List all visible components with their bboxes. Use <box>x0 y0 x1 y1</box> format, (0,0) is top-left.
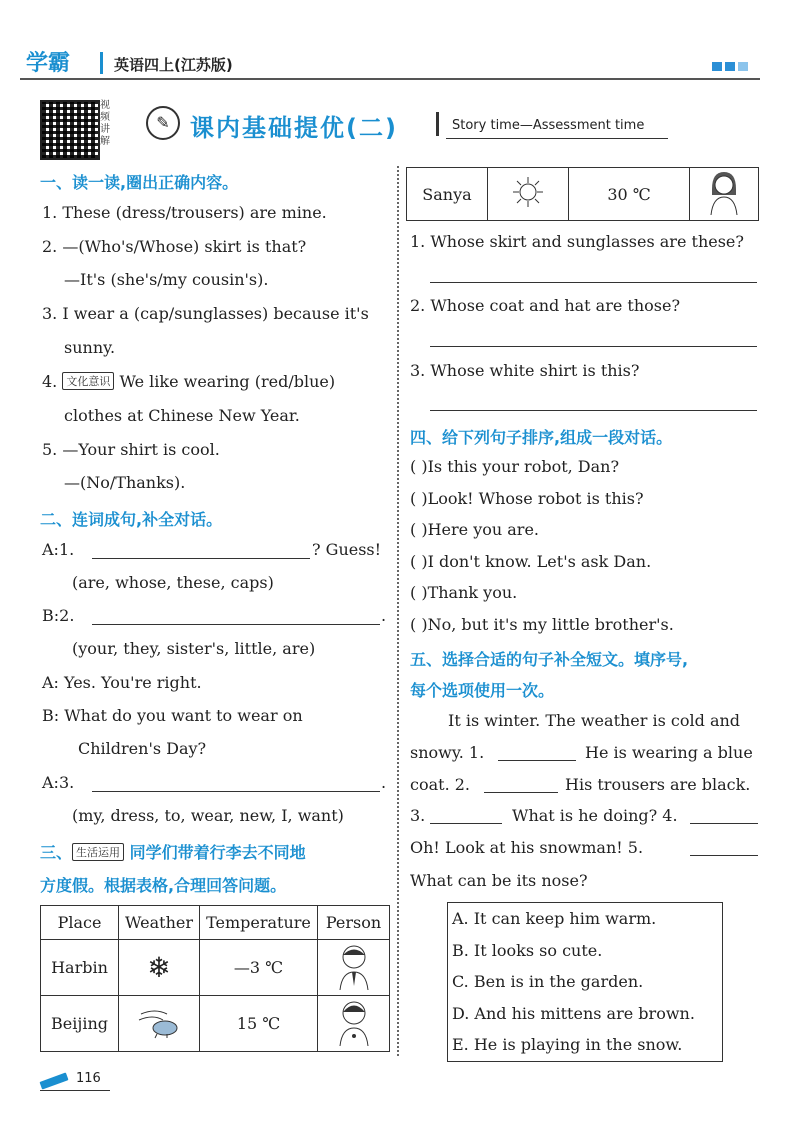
cell-temp: 15 ℃ <box>200 996 318 1052</box>
s1-item4b: clothes at Chinese New Year. <box>64 406 300 425</box>
s2-b2-blank[interactable] <box>92 624 380 625</box>
s3-heading-post: 同学们带着行李去不同地 <box>129 843 306 862</box>
cell-temp: 30 ℃ <box>569 168 690 221</box>
section3-heading-line2: 方度假。根据表格,合理回答问题。 <box>40 876 287 895</box>
subtitle-rule <box>446 138 668 139</box>
s1-item4-num: 4. <box>42 372 58 391</box>
s4-item: ( )Here you are. <box>410 520 539 539</box>
snow-icon: ❄ <box>119 940 200 996</box>
s5-blank4[interactable] <box>690 823 758 824</box>
s4-item: ( )Thank you. <box>410 583 518 602</box>
s1-item3: 3. I wear a (cap/sunglasses) because it's <box>42 304 369 323</box>
s5-blank5[interactable] <box>690 855 758 856</box>
s3-q1-answer[interactable] <box>430 282 757 283</box>
s3-q2-answer[interactable] <box>430 346 757 347</box>
book-title: 英语四上(江苏版) <box>114 56 233 74</box>
section4-heading: 四、给下列句子排序,组成一段对话。 <box>410 428 673 447</box>
cell-place: Harbin <box>41 940 119 996</box>
s1-item4-text: We like wearing (red/blue) <box>119 372 336 391</box>
th-temperature: Temperature <box>200 906 318 940</box>
s3-heading-pre: 三、 <box>40 843 73 862</box>
s3-q1: 1. Whose skirt and sunglasses are these? <box>410 232 744 251</box>
s2-a1-blank[interactable] <box>92 558 310 559</box>
sanya-table <box>406 167 759 221</box>
s1-item5b: —(No/Thanks). <box>64 473 186 492</box>
s2-b-what: B: What do you want to wear on <box>42 706 303 725</box>
s1-item3b: sunny. <box>64 338 116 357</box>
s2-b2-words: (your, they, sister's, little, are) <box>72 639 316 658</box>
cell-place: Beijing <box>41 996 119 1052</box>
s5-p3a: coat. 2. <box>410 775 470 794</box>
section1-heading: 一、读一读,圈出正确内容。 <box>40 173 239 192</box>
s2-a3-blank[interactable] <box>92 791 380 792</box>
footer-rule <box>40 1090 110 1091</box>
weather-table <box>40 905 390 1052</box>
s2-b-what2: Children's Day? <box>78 739 207 758</box>
s5-p3b: His trousers are black. <box>565 775 751 794</box>
s2-b2-label: B:2. <box>42 606 75 625</box>
s5-p2b: He is wearing a blue <box>585 743 753 762</box>
th-place: Place <box>41 906 119 940</box>
culture-tag: 文化意识 <box>62 372 114 390</box>
s5-p6: What can be its nose? <box>410 871 588 890</box>
title-divider <box>436 112 439 136</box>
s5-p2a: snowy. 1. <box>410 743 485 762</box>
qr-label: 视频讲解 <box>100 100 110 147</box>
s3-q3-answer[interactable] <box>430 410 757 411</box>
boy-avatar <box>318 996 390 1052</box>
cell-place: Sanya <box>407 168 488 221</box>
s4-item: ( )Is this your robot, Dan? <box>410 457 620 476</box>
s5-p4b: What is he doing? 4. <box>512 806 678 825</box>
column-divider <box>397 166 399 1056</box>
table-row <box>41 996 390 1052</box>
header-square-1 <box>712 62 722 71</box>
lesson-subtitle: Story time—Assessment time <box>452 118 645 133</box>
s2-a3-words: (my, dress, to, wear, new, I, want) <box>72 806 344 825</box>
lesson-title: 课内基础提优(二) <box>190 114 398 142</box>
s5-p4a: 3. <box>410 806 426 825</box>
s1-item2b: —It's (she's/my cousin's). <box>64 270 269 289</box>
qr-code[interactable] <box>40 100 100 160</box>
th-person: Person <box>318 906 390 940</box>
s2-a-yes: A: Yes. You're right. <box>42 673 202 692</box>
header-rule <box>20 78 760 80</box>
option-a: A. It can keep him warm. <box>452 909 657 928</box>
brand-logo: 学霸 <box>26 51 71 76</box>
pencil-note-icon: ✎ <box>146 106 180 140</box>
s5-p5: Oh! Look at his snowman! 5. <box>410 838 644 857</box>
option-c: C. Ben is in the garden. <box>452 972 644 991</box>
s4-item: ( )No, but it's my little brother's. <box>410 615 674 634</box>
sun-icon <box>488 168 569 221</box>
windy-icon <box>119 996 200 1052</box>
girl-avatar <box>690 168 759 221</box>
header-square-2 <box>725 62 735 71</box>
s5-p1: It is winter. The weather is cold and <box>448 711 741 730</box>
s2-b2-tail: . <box>381 606 387 625</box>
options-box <box>447 902 723 1062</box>
s1-item1: 1. These (dress/trousers) are mine. <box>42 203 327 222</box>
section5-heading2: 每个选项使用一次。 <box>410 681 555 700</box>
s3-q3: 3. Whose white shirt is this? <box>410 361 640 380</box>
th-weather: Weather <box>119 906 200 940</box>
life-tag: 生活运用 <box>72 843 124 861</box>
cell-temp: —3 ℃ <box>200 940 318 996</box>
s4-item: ( )I don't know. Let's ask Dan. <box>410 552 652 571</box>
boy-avatar <box>318 940 390 996</box>
section3-heading <box>40 840 306 863</box>
s1-item2: 2. —(Who's/Whose) skirt is that? <box>42 237 307 256</box>
section5-heading: 五、选择合适的句子补全短文。填序号, <box>410 650 689 669</box>
s2-a3-tail: . <box>381 773 387 792</box>
s3-q2: 2. Whose coat and hat are those? <box>410 296 681 315</box>
s5-blank2[interactable] <box>484 792 558 793</box>
option-b: B. It looks so cute. <box>452 940 603 960</box>
pencil-icon <box>39 1072 68 1089</box>
option-e: E. He is playing in the snow. <box>452 1035 683 1054</box>
s2-a1-tail: ? Guess! <box>312 540 382 559</box>
header-square-3 <box>738 62 748 71</box>
s1-item4 <box>42 372 335 391</box>
s5-blank1[interactable] <box>498 760 576 761</box>
s2-a3-label: A:3. <box>42 773 75 792</box>
s4-item: ( )Look! Whose robot is this? <box>410 489 644 508</box>
brand-divider <box>100 52 103 74</box>
section2-heading: 二、连词成句,补全对话。 <box>40 510 223 529</box>
table-row <box>41 940 390 996</box>
s2-a1-label: A:1. <box>42 540 75 559</box>
option-d: D. And his mittens are brown. <box>452 1003 695 1023</box>
s1-item5: 5. —Your shirt is cool. <box>42 440 220 459</box>
s2-a1-words: (are, whose, these, caps) <box>72 573 274 592</box>
s5-blank3[interactable] <box>430 823 502 824</box>
page-number: 116 <box>76 1071 101 1086</box>
table-row <box>407 168 759 221</box>
